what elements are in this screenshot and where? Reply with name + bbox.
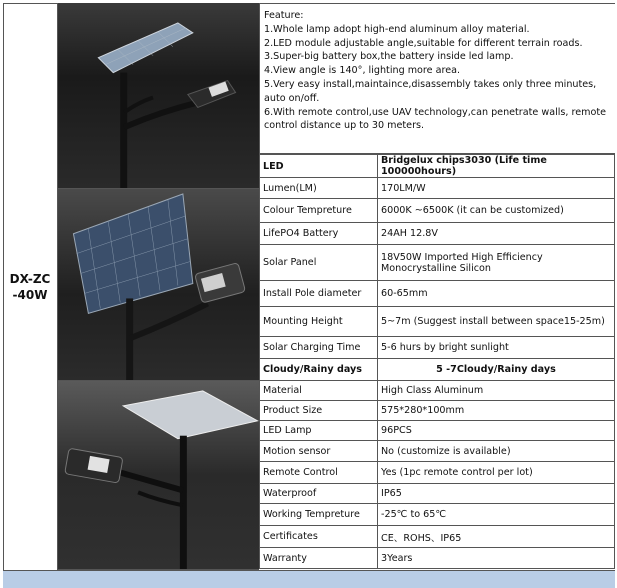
table-row [260, 223, 615, 245]
table-row [260, 462, 615, 484]
spec-value: Yes (1pc remote control per lot) [378, 462, 615, 484]
table-row [260, 281, 615, 307]
spec-label: Install Pole diameter [260, 281, 378, 307]
spec-table [259, 154, 615, 569]
table-row [260, 178, 615, 199]
table-row [260, 199, 615, 223]
street-light-image-2 [58, 189, 259, 380]
spec-value: 5~7m (Suggest install between space15-25m) [378, 307, 615, 337]
spec-label: Working Tempreture [260, 504, 378, 526]
spec-label: Solar Charging Time [260, 337, 378, 359]
table-row [260, 441, 615, 462]
spec-label: LifePO4 Battery [260, 223, 378, 245]
spec-value: 5-6 hurs by bright sunlight [378, 337, 615, 359]
spec-label: Colour Tempreture [260, 199, 378, 223]
spec-label: Certificates [260, 526, 378, 548]
spec-label: Waterproof [260, 484, 378, 504]
spec-value: Bridgelux chips3030 (Life time 100000hours) [378, 155, 615, 178]
table-row [260, 337, 615, 359]
product-photo-2 [58, 189, 259, 381]
table-row [260, 484, 615, 504]
spec-label: LED Lamp [260, 421, 378, 441]
spec-value: 170LM/W [378, 178, 615, 199]
spec-value: High Class Aluminum [378, 381, 615, 401]
model-name: DX-ZC-40W [9, 271, 51, 302]
feature-line-5: 5.Very easy install,maintaince,disassembly takes only three minutes, auto on/off. [264, 78, 597, 104]
feature-line-2: 2.LED module adjustable angle,suitable for different terrain roads. [264, 37, 583, 49]
model-name-cell [3, 3, 58, 570]
spec-label: Product Size [260, 401, 378, 421]
table-row [260, 155, 615, 178]
spec-value: 3Years [378, 548, 615, 569]
table-row [260, 307, 615, 337]
street-light-image-3 [58, 381, 259, 569]
spec-label: Remote Control [260, 462, 378, 484]
spec-label: Motion sensor [260, 441, 378, 462]
table-row [260, 504, 615, 526]
feature-line-1: 1.Whole lamp adopt high-end aluminum alloy material. [264, 23, 530, 35]
spec-label: LED [260, 155, 378, 178]
street-light-image-1 [58, 3, 259, 188]
table-row [260, 401, 615, 421]
spec-value: 575*280*100mm [378, 401, 615, 421]
table-row [260, 381, 615, 401]
spec-value: CE、ROHS、IP65 [378, 526, 615, 548]
spec-value: IP65 [378, 484, 615, 504]
spec-label: Material [260, 381, 378, 401]
feature-line-6: 6.With remote control,use UAV technology,can penetrate walls, remote control distance up to 30 meters. [264, 106, 607, 132]
spec-value: No (customize is available) [378, 441, 615, 462]
table-row [260, 359, 615, 381]
product-photo-3 [58, 381, 259, 570]
spec-value: 5 -7Cloudy/Rainy days [378, 359, 615, 381]
spec-label: Lumen(LM) [260, 178, 378, 199]
table-row [260, 421, 615, 441]
spec-value: 6000K ~6500K (it can be customized) [378, 199, 615, 223]
spec-value: -25℃ to 65℃ [378, 504, 615, 526]
feature-description [259, 3, 615, 154]
spec-label: Cloudy/Rainy days [260, 359, 378, 381]
spec-value: 96PCS [378, 421, 615, 441]
table-row [260, 526, 615, 548]
spec-value: 24AH 12.8V [378, 223, 615, 245]
feature-line-3: 3.Super-big battery box,the battery inside led lamp. [264, 51, 514, 63]
spec-value: 60-65mm [378, 281, 615, 307]
table-row [260, 548, 615, 569]
spec-label: Warranty [260, 548, 378, 569]
footer-band [3, 570, 615, 588]
spec-label: Mounting Height [260, 307, 378, 337]
product-photo-1 [58, 3, 259, 189]
spec-value: 18V50W Imported High Efficiency Monocrystalline Silicon [378, 245, 615, 281]
feature-title: Feature: [264, 10, 304, 21]
spec-label: Solar Panel [260, 245, 378, 281]
table-row [260, 245, 615, 281]
feature-line-4: 4.View angle is 140°, lighting more area. [264, 65, 461, 77]
